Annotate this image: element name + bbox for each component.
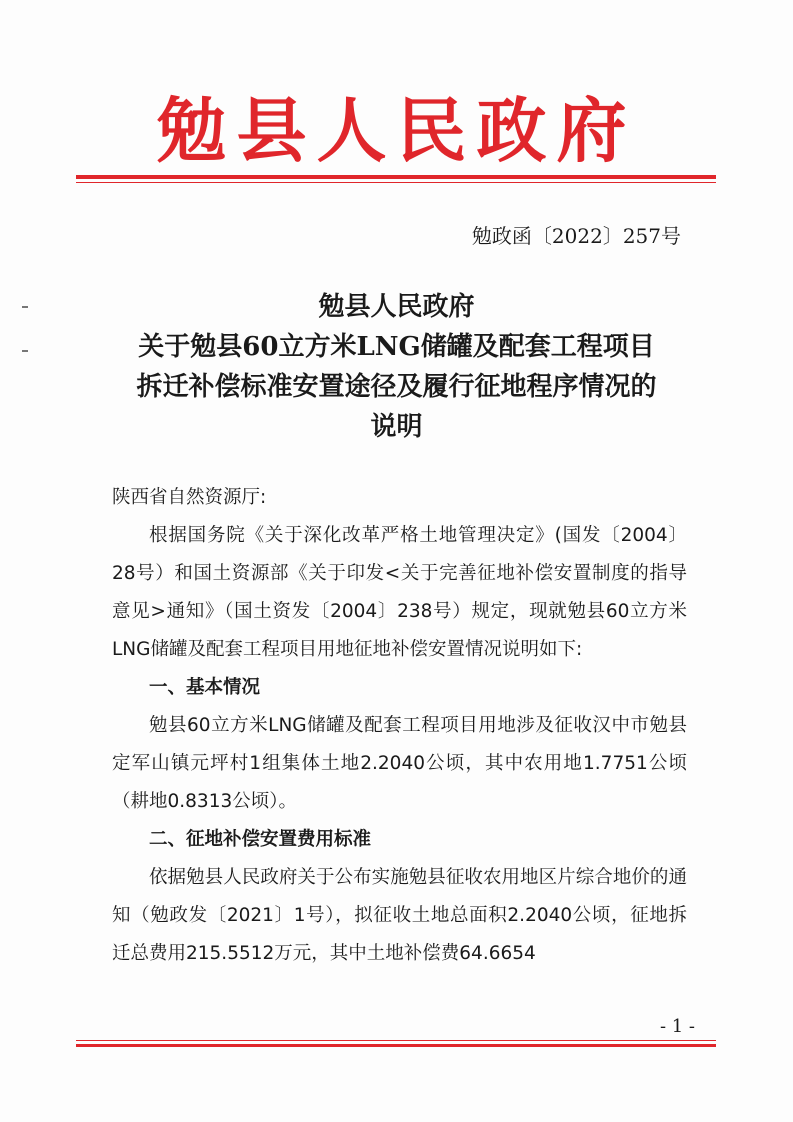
intro-paragraph: 根据国务院《关于深化改革严格土地管理决定》(国发〔2004〕28号）和国土资源部《关于印发<关于完善征地补偿安置制度的指导意见>通知》（国土资发〔2004〕238号）规定，现就勉县60立方米LNG储罐及配套工程项目用地征地补偿安置情况说明如下:	[112, 525, 687, 660]
section-basic-info-paragraph: 勉县60立方米LNG储罐及配套工程项目用地涉及征收汉中市勉县定军山镇元坪村1组集体土地2.2040公顷，其中农用地1.7751公顷（耕地0.8313公顷）。	[112, 715, 687, 812]
footer-red-rule-thin	[76, 1040, 716, 1041]
document-title	[0, 287, 793, 447]
header-org-title: 勉县人民政府	[156, 89, 637, 172]
addressee: 陕西省自然资源厅:	[112, 487, 267, 508]
title-line: 拆迁补偿标准安置途径及履行征地程序情况的	[136, 372, 657, 402]
title-line: 关于勉县60立方米LNG储罐及配套工程项目	[138, 332, 655, 362]
document-number: 勉政函〔2022〕257号	[471, 224, 681, 248]
footer-red-rule	[76, 1044, 716, 1047]
header-red-rule	[76, 175, 716, 179]
title-line: 勉县人民政府	[318, 292, 475, 322]
page-number: - 1 -	[659, 1016, 695, 1037]
section-heading-compensation-standard: 二、征地补偿安置费用标准	[149, 829, 372, 850]
title-line: 说明	[370, 412, 423, 442]
section-heading-basic-info: 一、基本情况	[149, 677, 261, 698]
header-red-rule-thin	[76, 182, 716, 183]
document-body	[112, 479, 687, 973]
section-compensation-paragraph: 依据勉县人民政府关于公布实施勉县征收农用地区片综合地价的通知（勉政发〔2021〕1号），拟征收土地总面积2.2040公顷，征地拆迁总费用215.5512万元，其中土地补偿费64.6654	[112, 867, 687, 964]
